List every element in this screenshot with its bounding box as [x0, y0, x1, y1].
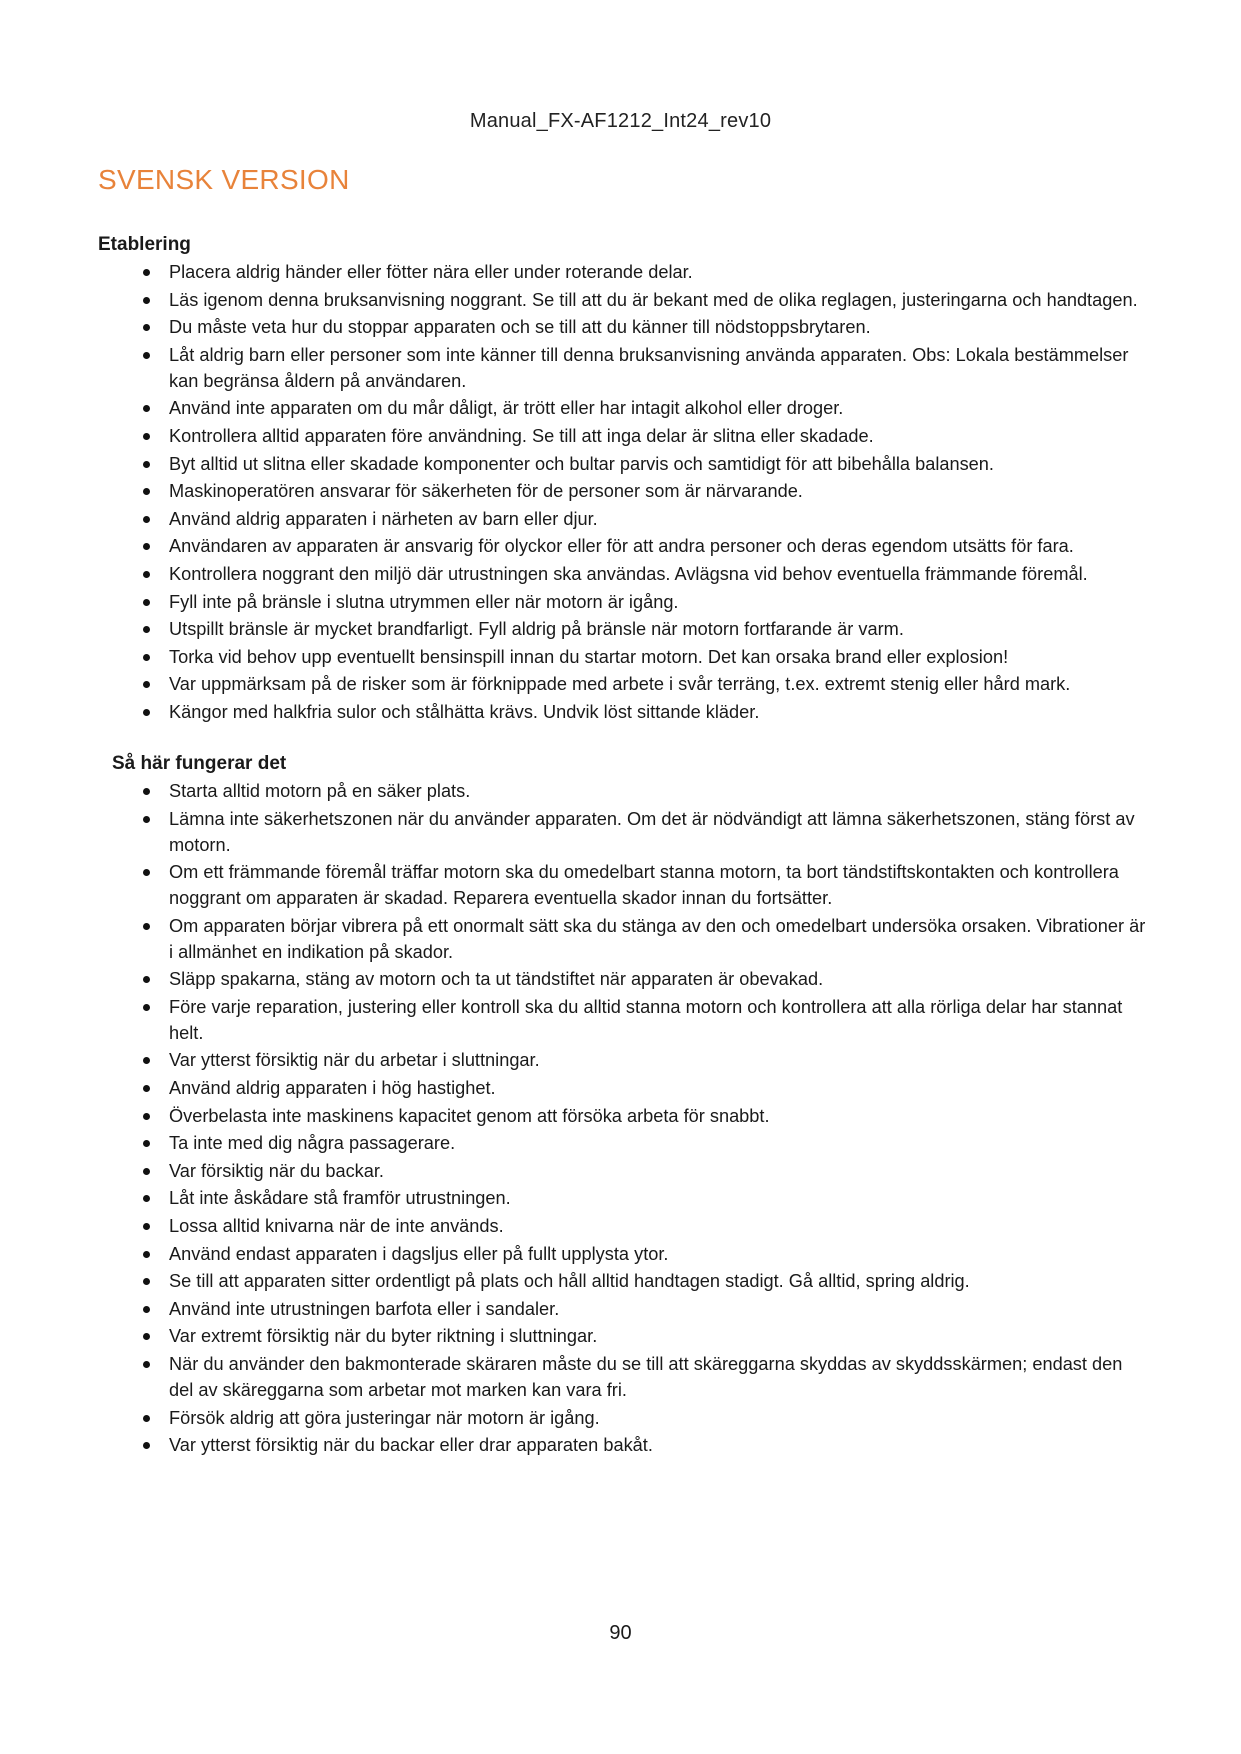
- list-item: När du använder den bakmonterade skäraren måste du se till att skäreggarna skyddas av skyddsskärmen; endast den del av skäreggarna som arbetar mot marken kan vara fri.: [98, 1351, 1148, 1403]
- list-item: Låt inte åskådare stå framför utrustningen.: [98, 1185, 1148, 1211]
- list-item: Placera aldrig händer eller fötter nära eller under roterande delar.: [98, 259, 1148, 285]
- list-item: Var ytterst försiktig när du arbetar i sluttningar.: [98, 1047, 1148, 1073]
- list-item: Var uppmärksam på de risker som är förknippade med arbete i svår terräng, t.ex. extremt stenig eller hård mark.: [98, 671, 1148, 697]
- list-item: Användaren av apparaten är ansvarig för olyckor eller för att andra personer och deras egendom utsätts för fara.: [98, 533, 1148, 559]
- page-number: 90: [609, 1622, 632, 1644]
- content: [98, 234, 1148, 1460]
- list-item: Kängor med halkfria sulor och stålhätta krävs. Undvik löst sittande kläder.: [98, 699, 1148, 725]
- list-item: Byt alltid ut slitna eller skadade komponenter och bultar parvis och samtidigt för att bibehålla balansen.: [98, 451, 1148, 477]
- list-item: Fyll inte på bränsle i slutna utrymmen eller när motorn är igång.: [98, 589, 1148, 615]
- list-item: Om ett främmande föremål träffar motorn ska du omedelbart stanna motorn, ta bort tändstiftskontakten och kontrollera noggrant om apparaten är skadad. Reparera eventuella skador innan du fortsätter.: [98, 859, 1148, 911]
- list-item: Lämna inte säkerhetszonen när du använder apparaten. Om det är nödvändigt att lämna säkerhetszonen, stäng först av motorn.: [98, 806, 1148, 858]
- subheading-etablering: Etablering: [98, 234, 191, 255]
- list-item: Se till att apparaten sitter ordentligt på plats och håll alltid handtagen stadigt. Gå alltid, spring aldrig.: [98, 1268, 1148, 1294]
- list-item: Släpp spakarna, stäng av motorn och ta ut tändstiftet när apparaten är obevakad.: [98, 966, 1148, 992]
- list-item: Starta alltid motorn på en säker plats.: [98, 778, 1148, 804]
- list-item: Maskinoperatören ansvarar för säkerheten för de personer som är närvarande.: [98, 478, 1148, 504]
- bullet-list-sa-har-fungerar-det: [98, 778, 1148, 1458]
- document-header: Manual_FX-AF1212_Int24_rev10: [469, 110, 772, 132]
- list-item: Kontrollera alltid apparaten före användning. Se till att inga delar är slitna eller skadade.: [98, 423, 1148, 449]
- list-item: Var ytterst försiktig när du backar eller drar apparaten bakåt.: [98, 1432, 1148, 1458]
- subheading-sa-har-fungerar-det: Så här fungerar det: [112, 752, 287, 774]
- list-item: Låt aldrig barn eller personer som inte känner till denna bruksanvisning använda apparaten. Obs: Lokala bestämmelser kan begränsa åldern på användaren.: [98, 342, 1148, 394]
- list-item: Använd aldrig apparaten i hög hastighet.: [98, 1075, 1148, 1101]
- list-item: Lossa alltid knivarna när de inte används.: [98, 1213, 1148, 1239]
- list-item: Före varje reparation, justering eller kontroll ska du alltid stanna motorn och kontrollera att alla rörliga delar har stannat helt.: [98, 994, 1148, 1046]
- list-item: Läs igenom denna bruksanvisning noggrant. Se till att du är bekant med de olika reglagen, justeringarna och handtagen.: [98, 287, 1148, 313]
- section-title: SVENSK VERSION: [98, 164, 350, 195]
- list-item: Torka vid behov upp eventuellt bensinspill innan du startar motorn. Det kan orsaka brand eller explosion!: [98, 644, 1148, 670]
- list-item: Om apparaten börjar vibrera på ett onormalt sätt ska du stänga av den och omedelbart undersöka orsaken. Vibrationer är i allmänhet en indikation på skador.: [98, 913, 1148, 965]
- list-item: Försök aldrig att göra justeringar när motorn är igång.: [98, 1405, 1148, 1431]
- list-item: Kontrollera noggrant den miljö där utrustningen ska användas. Avlägsna vid behov eventuella främmande föremål.: [98, 561, 1148, 587]
- list-item: Överbelasta inte maskinens kapacitet genom att försöka arbeta för snabbt.: [98, 1103, 1148, 1129]
- list-item: Använd inte apparaten om du mår dåligt, är trött eller har intagit alkohol eller droger.: [98, 395, 1148, 421]
- list-item: Använd inte utrustningen barfota eller i sandaler.: [98, 1296, 1148, 1322]
- list-item: Utspillt bränsle är mycket brandfarligt. Fyll aldrig på bränsle när motorn fortfarande är varm.: [98, 616, 1148, 642]
- list-item: Var extremt försiktig när du byter riktning i sluttningar.: [98, 1323, 1148, 1349]
- bullet-list-etablering: [98, 259, 1148, 725]
- list-item: Ta inte med dig några passagerare.: [98, 1130, 1148, 1156]
- list-item: Var försiktig när du backar.: [98, 1158, 1148, 1184]
- list-item: Använd aldrig apparaten i närheten av barn eller djur.: [98, 506, 1148, 532]
- list-item: Använd endast apparaten i dagsljus eller på fullt upplysta ytor.: [98, 1241, 1148, 1267]
- list-item: Du måste veta hur du stoppar apparaten och se till att du känner till nödstoppsbrytaren.: [98, 314, 1148, 340]
